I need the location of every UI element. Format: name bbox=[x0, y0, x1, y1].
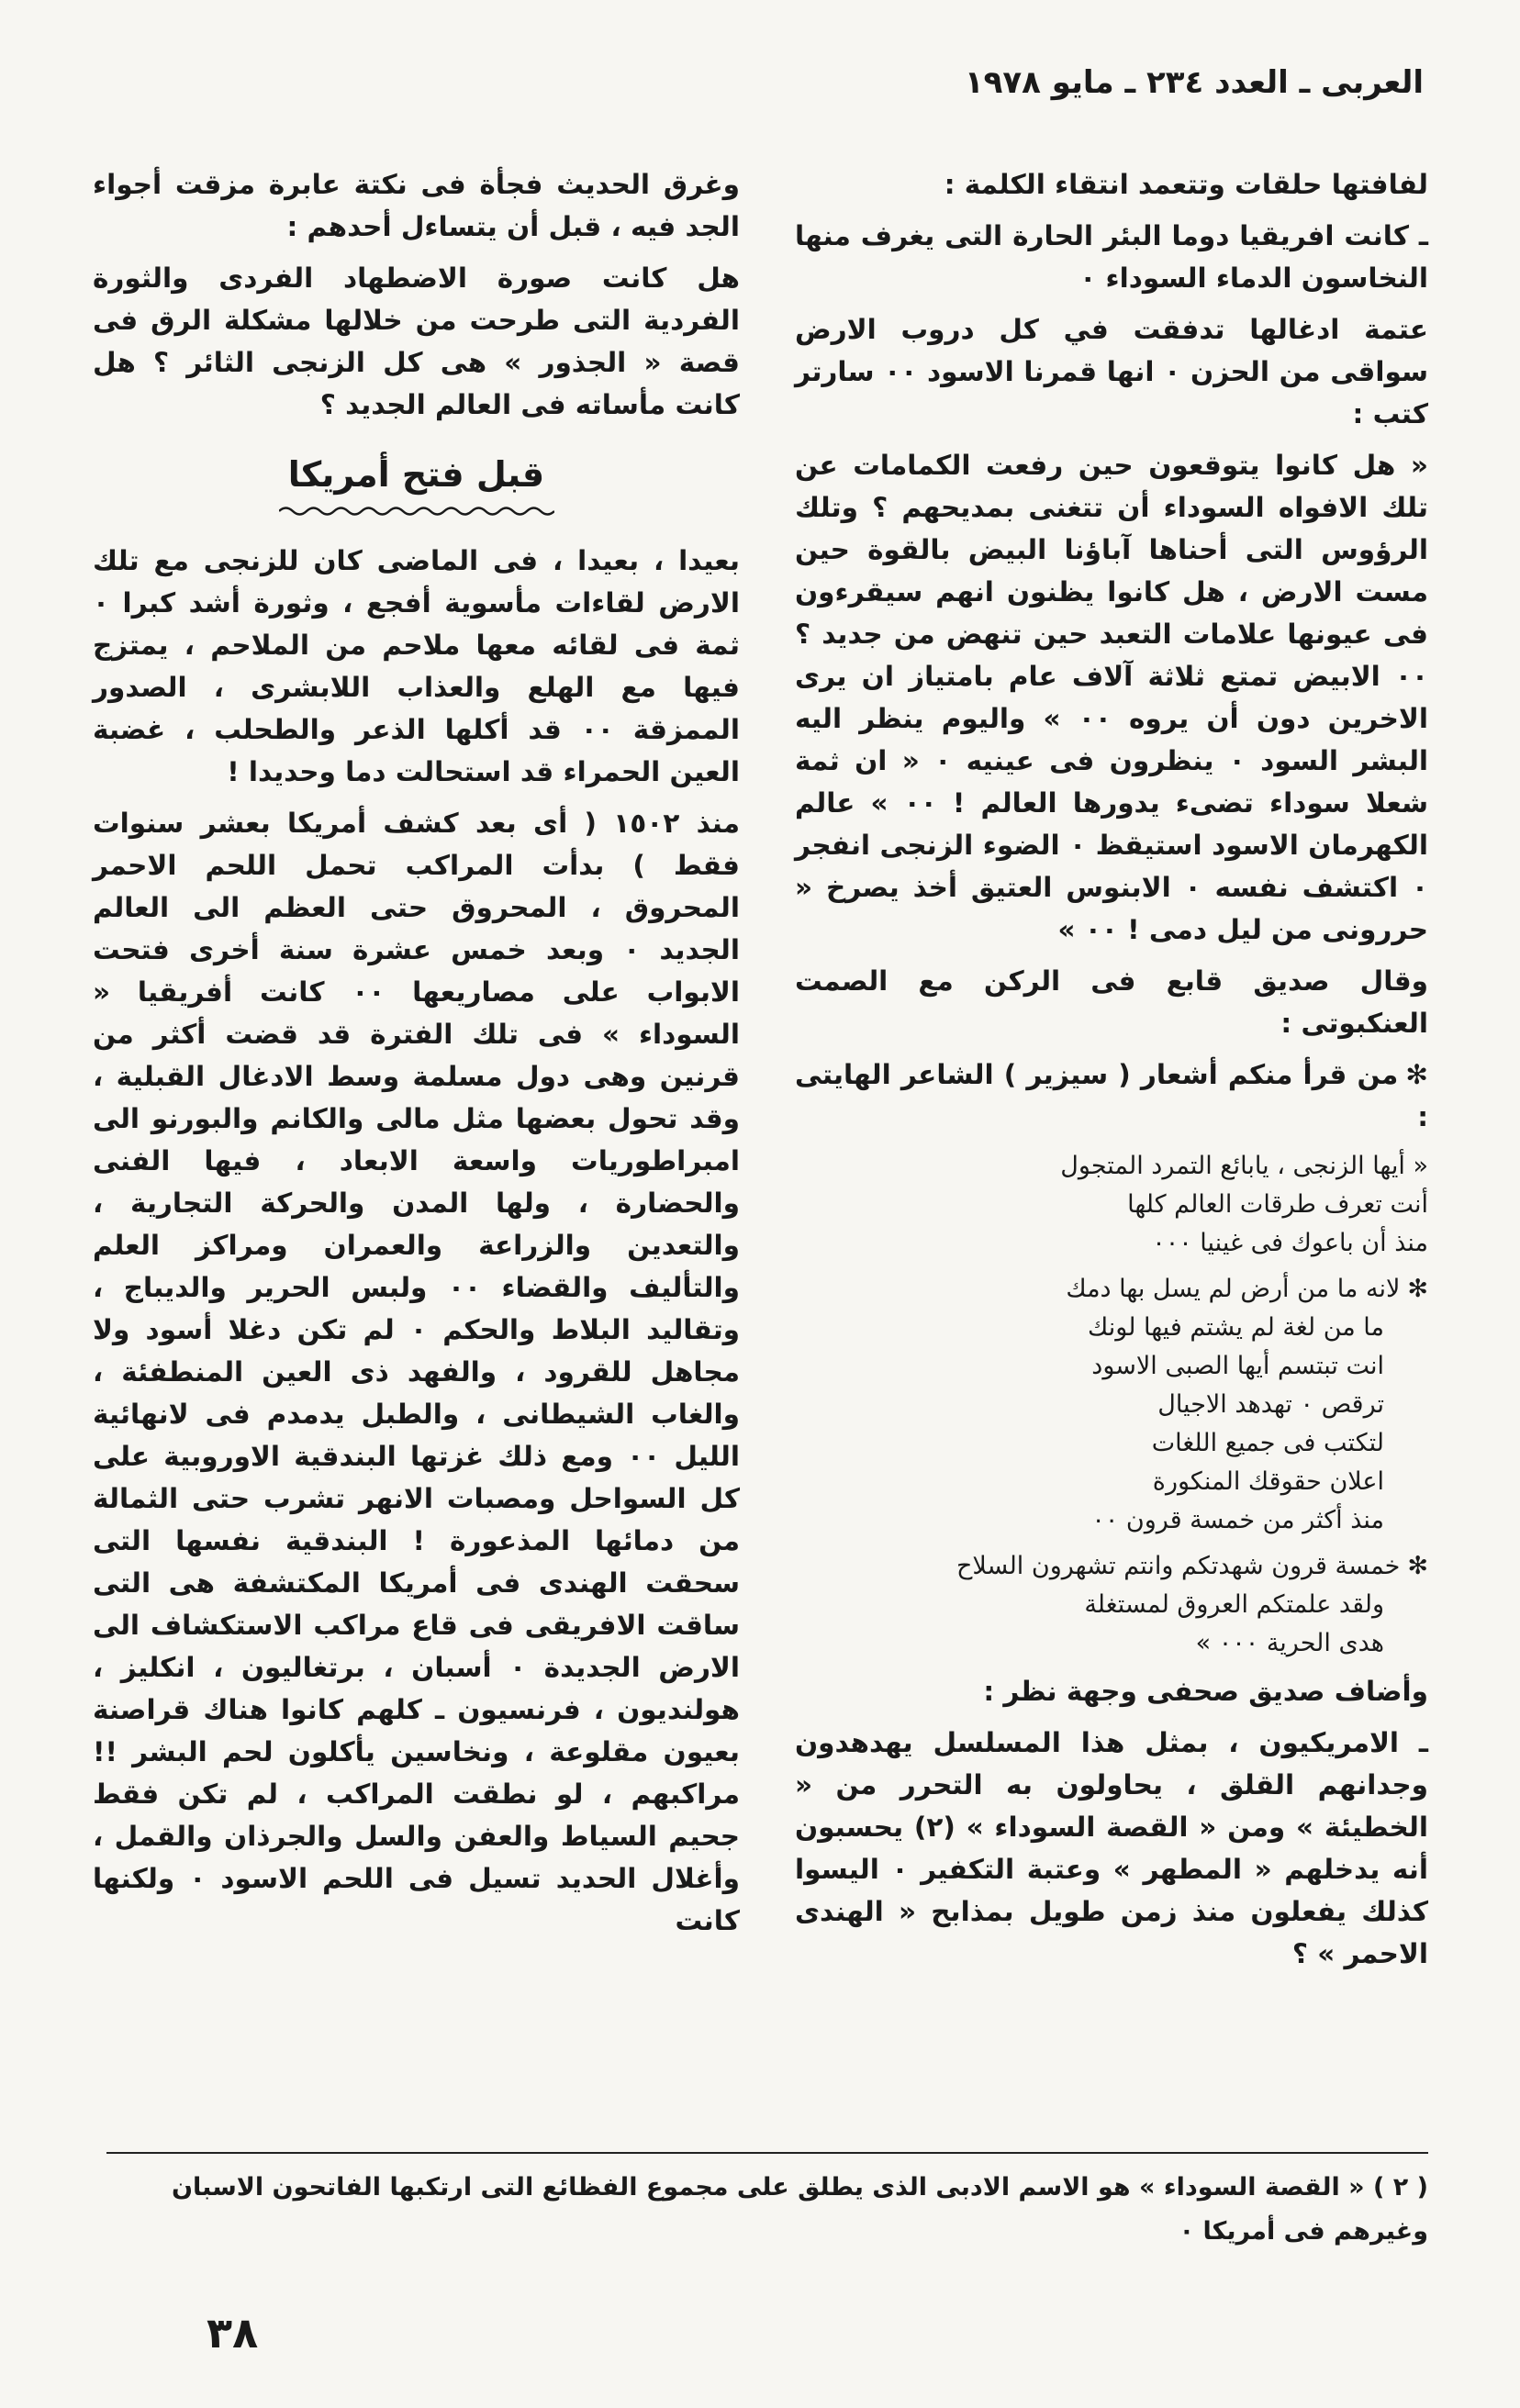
poem-line-text: لانه ما من أرض لم يسل بها دمك bbox=[1066, 1275, 1401, 1303]
poem-line: اعلان حقوقك المنكورة bbox=[1152, 1467, 1384, 1496]
footnote: ( ٢ ) « القصة السوداء » هو الاسم الادبى الذى يطلق على مجموع الفظائع التى ارتكبها الفاتحون الاسبان وغيرهم فى أمريكا ٠ bbox=[172, 2173, 1428, 2246]
poem-line: « أيها الزنجى ، يابائع التمرد المتجول bbox=[1060, 1152, 1428, 1180]
poem-line: منذ أن باعوك فى غينيا ٠٠٠ bbox=[1152, 1229, 1428, 1257]
paragraph-text: من قرأ منكم أشعار ( سيزير ) الشاعر الهايتى : bbox=[795, 1059, 1428, 1132]
paragraph: هل كانت صورة الاضطهاد الفردى والثورة الفردية التى طرحت من خلالها مشكلة الرق فى قصة « الجذور » هى كل الزنجى الثائر ؟ هل كانت مأساته فى العالم الجديد ؟ bbox=[93, 262, 740, 420]
section-heading-text: قبل فتح أمريكا bbox=[287, 454, 545, 495]
poem-line: هدى الحرية ٠٠٠ » bbox=[1195, 1629, 1384, 1657]
footnote-divider bbox=[106, 2152, 1428, 2154]
asterisk-icon: ✻ bbox=[1407, 1552, 1428, 1580]
asterisk-icon: ✻ bbox=[1405, 1059, 1428, 1090]
poem-line: ما من لغة لم يشتم فيها لونك bbox=[1087, 1313, 1384, 1342]
paragraph: عتمة ادغالها تدفقت في كل دروب الارض سواقى من الحزن ٠ انها قمرنا الاسود ٠٠ سارتر كتب : bbox=[795, 314, 1428, 429]
poem-line: انت تبتسم أيها الصبى الاسود bbox=[1091, 1352, 1384, 1380]
poem-line: لتكتب فى جميع اللغات bbox=[1151, 1429, 1384, 1457]
poem-line bbox=[795, 1547, 1428, 1586]
paragraph: بعيدا ، بعيدا ، فى الماضى كان للزنجى مع تلك الارض لقاءات مأسوية أفجع ، وثورة أشد كبرا ٠ ثمة فى لقائه معها ملاحم من الملاحم ، يمتزج فيها مع الهلع والعذاب اللابشرى ، الصدور الممزقة ٠٠ قد أكلها الذعر والطحلب ، غضبة العين الحمراء قد استحالت دما وحديدا ! bbox=[93, 545, 740, 787]
paragraph bbox=[795, 1054, 1428, 1138]
poem-line-text: خمسة قرون شهدتكم وانتم تشهرون السلاح bbox=[956, 1552, 1401, 1580]
running-header: العربى ـ العدد ٢٣٤ ـ مايو ١٩٧٨ bbox=[964, 64, 1424, 101]
poem-line bbox=[795, 1270, 1428, 1309]
poem-stanza-3 bbox=[795, 1547, 1428, 1663]
paragraph: ـ كانت افريقيا دوما البئر الحارة التى يغرف منها النخاسون الدماء السوداء ٠ bbox=[795, 220, 1428, 294]
paragraph: « هل كانوا يتوقعون حين رفعت الكمامات عن تلك الافواه السوداء أن تتغنى بمديحهم ؟ وتلك الرؤوس التى أحناها آباؤنا البيض بالقوة حين مست الارض ، هل كانوا يظنون انهم سيقرءون فى عيونها علامات التعبد حين تنهض من جديد ؟ ٠٠ الابيض تمتع ثلاثة آلاف عام بامتياز ان يرى الاخرين دون أن يروه ٠٠ » واليوم ينظر اليه البشر السود ٠ ينظرون فى عينيه ٠ « ان ثمة شعلا سوداء تضىء يدورها العالم ! ٠٠ » عالم الكهرمان الاسود استيقظ ٠ الضوء الزنجى انفجر ٠ اكتشف نفسه ٠ الابنوس العتيق أخذ يصرخ « حررونى من ليل دمى ! ٠٠ » bbox=[795, 450, 1429, 945]
poem-line: منذ أكثر من خمسة قرون ٠٠ bbox=[1091, 1506, 1384, 1534]
paragraph: وقال صديق قابع فى الركن مع الصمت العنكبوتى : bbox=[795, 965, 1428, 1039]
paragraph: منذ ١٥٠٢ ( أى بعد كشف أمريكا بعشر سنوات فقط ) بدأت المراكب تحمل اللحم الاحمر المحروق ، المحروق حتى العظم الى العالم الجديد ٠ وبعد خمس عشرة سنة أخرى فتحت الابواب على مصاريعها ٠٠ كانت أفريقيا « السوداء » فى تلك الفترة قد قضت أكثر من قرنين وهى دول مسلمة وسط الادغال القبلية ، وقد تحول بعضها مثل مالى والكانم والبورنو الى امبراطوريات واسعة الابعاد ، فيها الفنى والحضارة ، ولها المدن والحركة التجارية ، والتعدين والزراعة والعمران ومراكز العلم والتأليف والقضاء ٠٠ ولبس الحرير والديباج ، وتقاليد البلاط والحكم ٠ لم تكن دغلا أسود ولا مجاهل للقرود ، والفهد ذى العين المنطفئة ، والغاب الشيطانى ، والطبل يدمدم فى لانهائية الليل ٠٠ ومع ذلك غزتها البندقية الاوروبية على كل السواحل ومصبات الانهر تشرب حتى الثمالة من دمائها المذعورة ! البندقية نفسها التى سحقت الهندى فى أمريكا المكتشفة هى التى ساقت الافريقى فى قاع مراكب الاستكشاف الى الارض الجديدة ٠ أسبان ، برتغاليون ، انكليز ، هولنديون ، فرنسيون ـ كلهم كانوا هناك قراصنة بعيون مقلوعة ، ونخاسين يأكلون لحم البشر !! مراكبهم ، لو نطقت المراكب ، لم تكن فقط جحيم السياط والعفن والسل والجرذان والقمل ، وأغلال الحديد تسيل فى اللحم الاسود ٠ ولكنها كانت bbox=[93, 808, 740, 1936]
poem-stanza-1 bbox=[795, 1147, 1428, 1263]
poem-line: ولقد علمتكم العروق لمستغلة bbox=[1084, 1590, 1384, 1619]
paragraph: ـ الامريكيون ، بمثل هذا المسلسل يهدهدون وجدانهم القلق ، يحاولون به التحرر من « الخطيئة » ومن « القصة السوداء » (٢) يحسبون أنه يدخلهم « المطهر » وعتبة التكفير ٠ اليسوا كذلك يفعلون منذ زمن طويل بمذابح « الهندى الاحمر » ؟ bbox=[795, 1727, 1428, 1969]
wavy-underline-decoration bbox=[279, 505, 554, 518]
left-column bbox=[93, 163, 740, 1951]
page-number: ٣٨ bbox=[207, 2308, 259, 2358]
paragraph: وغرق الحديث فجأة فى نكتة عابرة مزقت أجواء الجد فيه ، قبل أن يتساءل أحدهم : bbox=[93, 169, 740, 242]
section-heading bbox=[93, 453, 740, 518]
asterisk-icon: ✻ bbox=[1407, 1275, 1428, 1303]
poem-line: أنت تعرف طرقات العالم كلها bbox=[1127, 1190, 1428, 1219]
right-column bbox=[795, 163, 1428, 1984]
poem-stanza-2 bbox=[795, 1270, 1428, 1540]
paragraph: لفافتها حلقات وتتعمد انتقاء الكلمة : bbox=[944, 169, 1428, 200]
paragraph: وأضاف صديق صحفى وجهة نظر : bbox=[983, 1676, 1428, 1707]
poem-line: ترقص ٠ تهدهد الاجيال bbox=[1157, 1390, 1384, 1419]
